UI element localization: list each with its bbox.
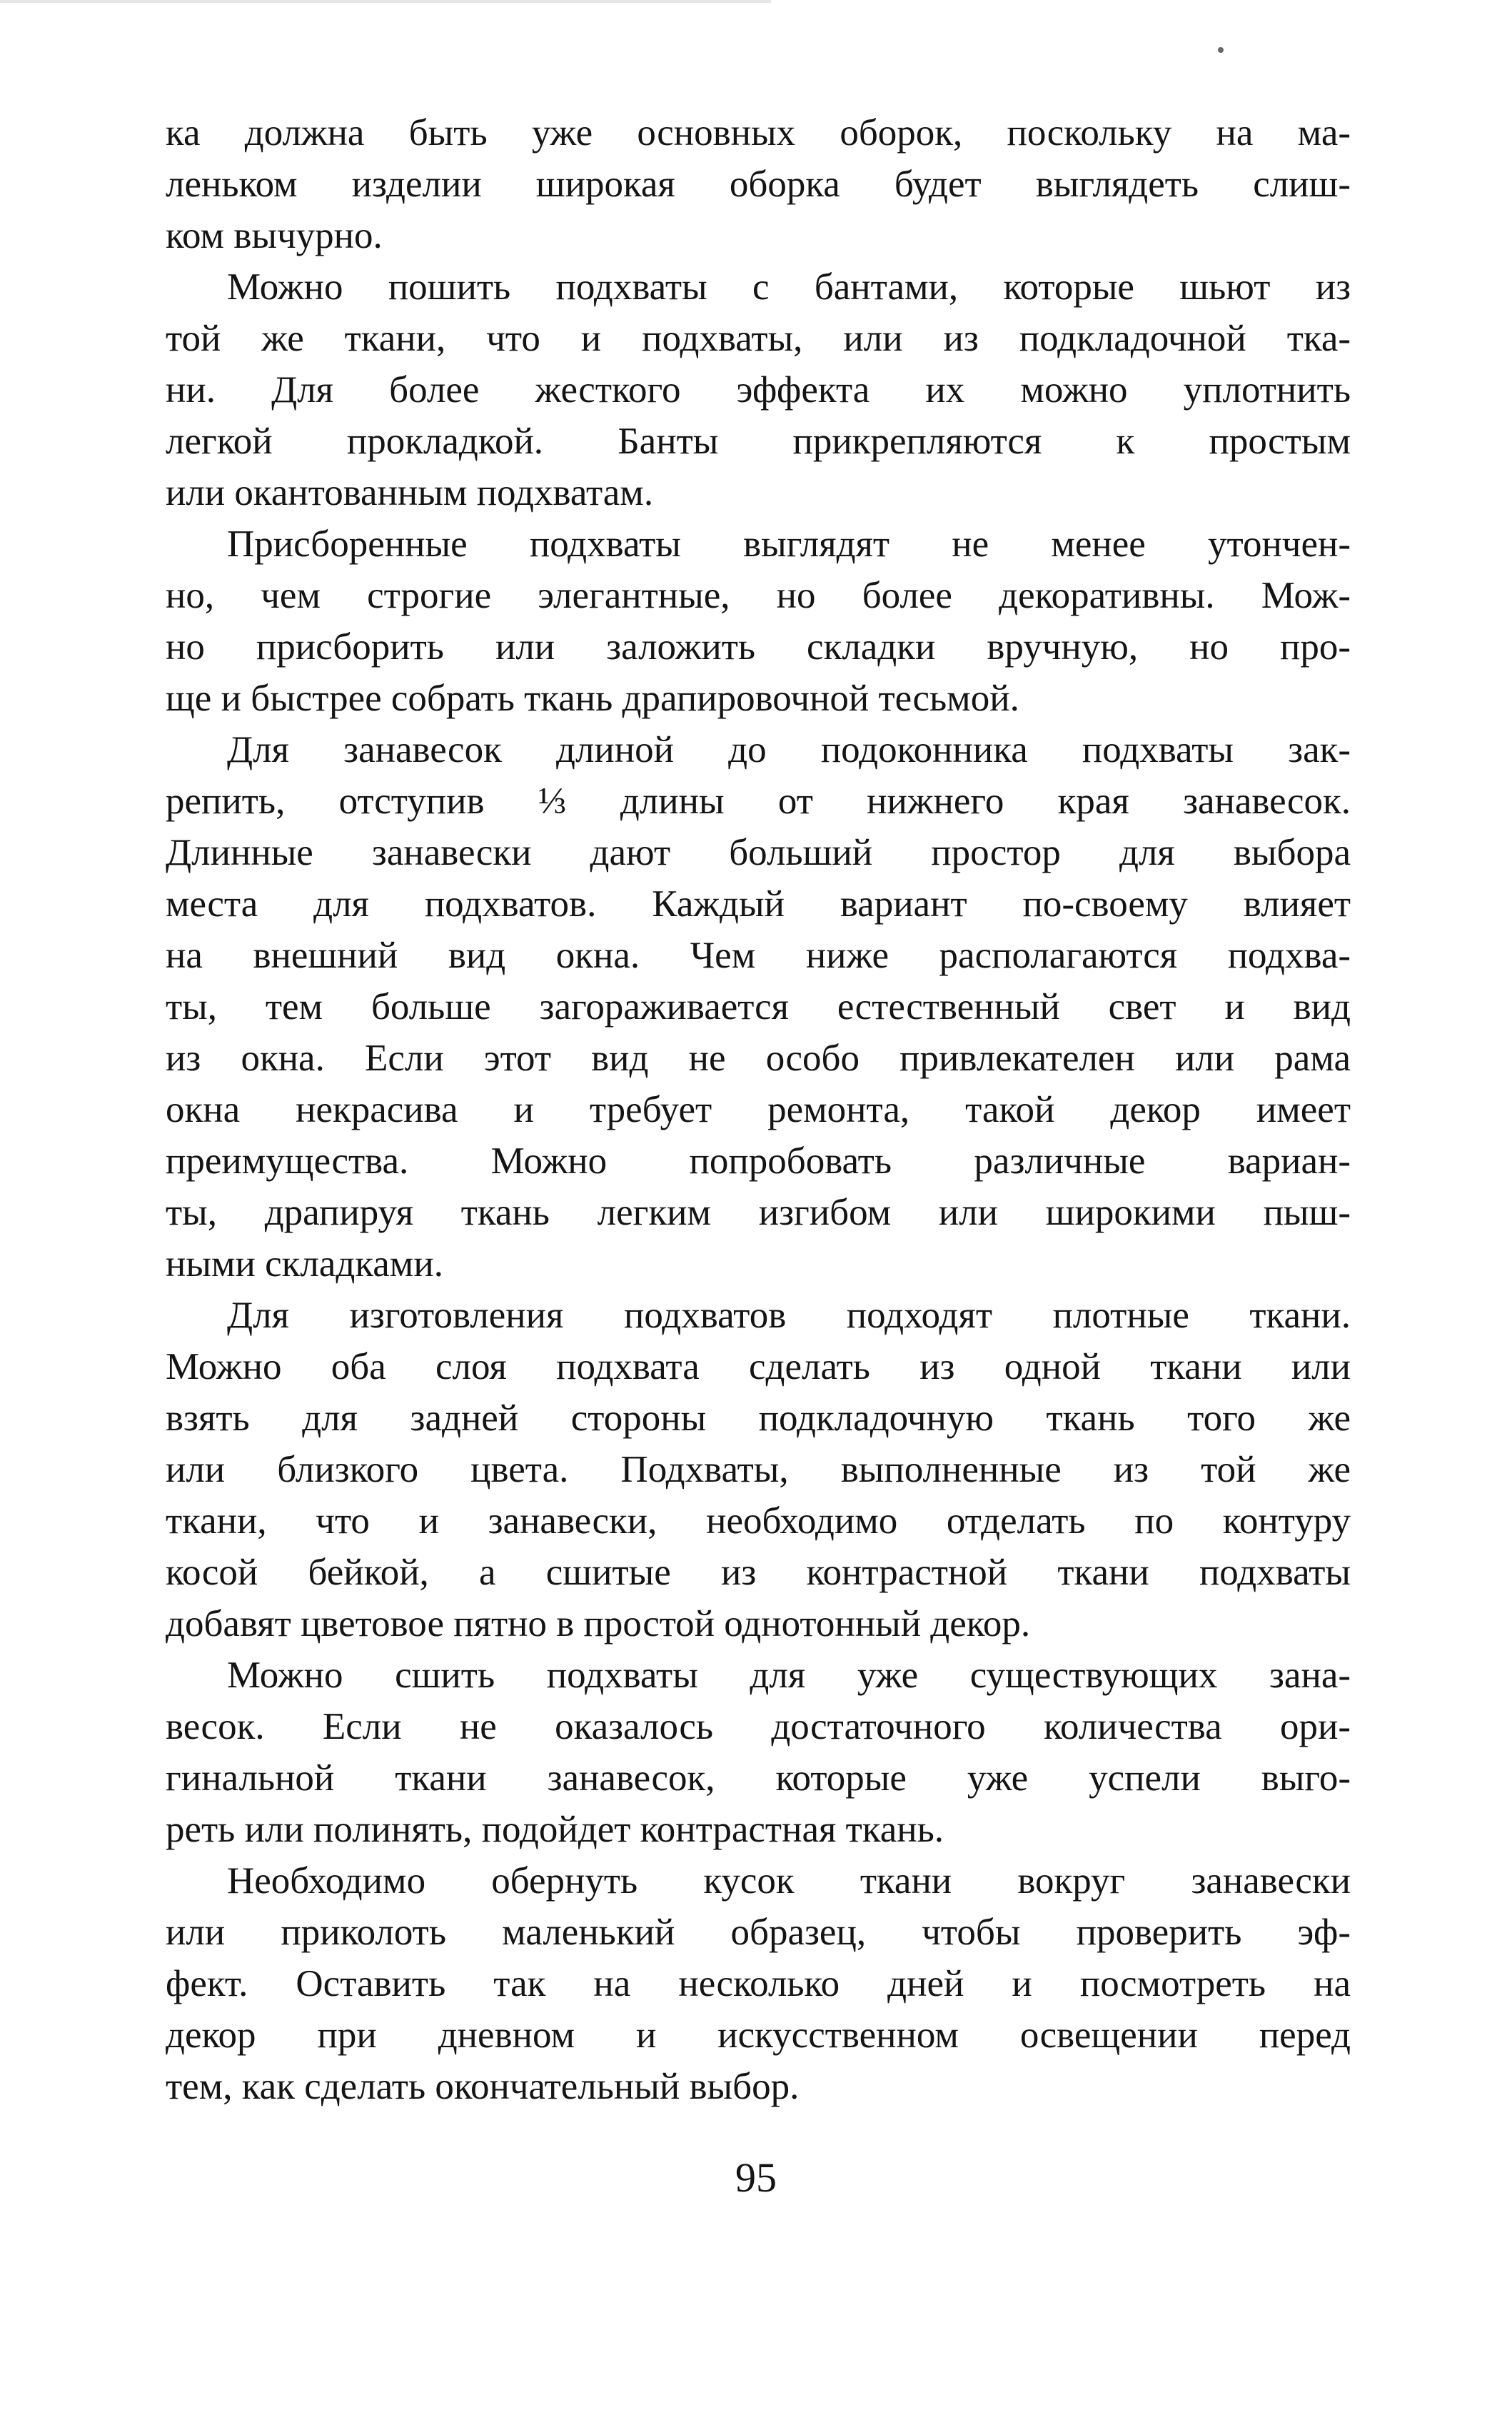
text-line: окна некрасива и требует ремонта, такой декор имеет [166, 1089, 1351, 1130]
text-line: места для подхватов. Каждый вариант по-своему влияет [166, 883, 1351, 925]
text-line: ще и быстрее собрать ткань драпировочной тесьмой. [166, 678, 1019, 719]
text-line: Можно пошить подхваты с бантами, которые шьют из [227, 266, 1351, 308]
paragraph [166, 1290, 1351, 1650]
text-line: леньком изделии широкая оборка будет выглядеть слиш- [166, 164, 1351, 205]
scan-edge-line [0, 0, 771, 3]
text-line: на внешний вид окна. Чем ниже располагаются подхва- [166, 935, 1351, 976]
text-line: ткани, что и занавески, необходимо отделать по контуру [166, 1500, 1351, 1542]
paragraph [166, 1855, 1351, 2112]
text-line: ни. Для более жесткого эффекта их можно уплотнить [166, 369, 1351, 411]
text-line: или приколоть маленький образец, чтобы проверить эф- [166, 1912, 1351, 1953]
text-line: косой бейкой, а сшитые из контрастной ткани подхваты [166, 1552, 1351, 1593]
text-line: весок. Если не оказалось достаточного количества ори- [166, 1706, 1351, 1747]
body-text [166, 107, 1351, 2112]
text-line: Можно сшить подхваты для уже существующих зана- [227, 1655, 1351, 1696]
text-line: фект. Оставить так на несколько дней и посмотреть на [166, 1963, 1351, 2004]
text-line: Длинные занавески дают больший простор для выбора [166, 832, 1351, 873]
paragraph [166, 107, 1351, 261]
text-line: гинальной ткани занавесок, которые уже успели выго- [166, 1757, 1351, 1799]
text-line: ка должна быть уже основных оборок, поскольку на ма- [166, 112, 1351, 154]
text-line: или близкого цвета. Подхваты, выполненные из той же [166, 1449, 1351, 1490]
scan-speck [1218, 47, 1224, 53]
text-line: Необходимо обернуть кусок ткани вокруг занавески [227, 1860, 1351, 1902]
text-line: декор при дневном и искусственном освещении перед [166, 2014, 1351, 2056]
text-line: из окна. Если этот вид не особо привлекателен или рама [166, 1038, 1351, 1079]
text-line: ными складками. [166, 1243, 443, 1285]
text-line: но, чем строгие элегантные, но более декоративны. Мож- [166, 575, 1351, 616]
text-line: ты, тем больше загораживается естественный свет и вид [166, 986, 1351, 1028]
text-line: той же ткани, что и подхваты, или из подкладочной тка- [166, 318, 1351, 359]
text-line: тем, как сделать окончательный выбор. [166, 2066, 800, 2107]
paragraph [166, 724, 1351, 1290]
page-number: 95 [735, 2154, 777, 2201]
text-line: ты, драпируя ткань легким изгибом или широкими пыш- [166, 1192, 1351, 1233]
text-line: преимущества. Можно попробовать различные вариан- [166, 1140, 1351, 1182]
text-line: добавят цветовое пятно в простой однотонный декор. [166, 1603, 1031, 1645]
text-line: репить, отступив ⅓ длины от нижнего края занавесок. [166, 780, 1351, 822]
paragraph [166, 261, 1351, 518]
paragraph [166, 518, 1351, 724]
text-line: реть или полинять, подойдет контрастная ткань. [166, 1809, 944, 1850]
text-line: или окантованным подхватам. [166, 472, 654, 513]
text-line: Присборенные подхваты выглядят не менее утончен- [227, 523, 1351, 565]
paragraph [166, 1650, 1351, 1855]
text-line: легкой прокладкой. Банты прикрепляются к простым [166, 421, 1351, 462]
text-line: Можно оба слоя подхвата сделать из одной ткани или [166, 1346, 1351, 1387]
text-line: Для занавесок длиной до подоконника подхваты зак- [227, 729, 1351, 770]
text-line: Для изготовления подхватов подходят плотные ткани. [227, 1295, 1351, 1336]
text-line: ком вычурно. [166, 215, 383, 256]
text-line: взять для задней стороны подкладочную ткань того же [166, 1397, 1351, 1439]
text-line: но присборить или заложить складки вручную, но про- [166, 626, 1351, 668]
